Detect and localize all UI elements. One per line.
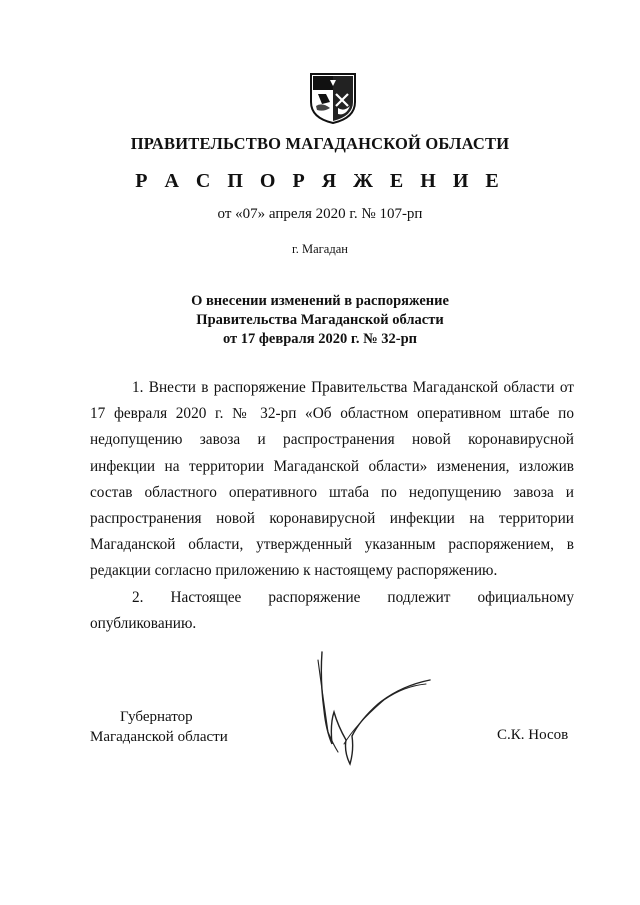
document-body [90,375,574,637]
subject-line: от 17 февраля 2020 г. № 32-рп [222,331,418,347]
document-type-heading: Р А С П О Р Я Ж Е Н И Е [135,170,505,192]
subject-line: О внесении изменений в распоряжение [191,293,449,309]
document-subject [0,292,640,349]
body-paragraph: 2. Настоящее распоряжение подлежит официальному опубликованию. [90,588,574,632]
document-city: г. Магадан [292,242,348,256]
signatory-position [90,707,228,747]
government-title: ПРАВИТЕЛЬСТВО МАГАДАНСКОЙ ОБЛАСТИ [130,134,510,153]
handwritten-signature-icon [300,640,445,775]
magadan-coat-of-arms-icon [308,72,358,124]
signatory-position-line: Губернатор [120,709,193,725]
signatory-position-line: Магаданской области [90,729,228,745]
subject-line: Правительства Магаданской области [196,312,444,328]
signatory-name: С.К. Носов [497,727,569,743]
body-paragraph: 1. Внести в распоряжение Правительства Магаданской области от 17 февраля 2020 г. № 32-рп «Об областном оперативном штабе по недопущению завоза и распространения новой коронавирусной инфекции на территории Магаданской области» изменения, изложив состав областного оперативного штаба по недопущению завоза и распространения новой коронавирусной инфекции на территории Магаданской области, утвержденный указанным распоряжением, в редакции согласно приложению к настоящему распоряжению. [90,379,574,580]
document-date-number: от «07» апреля 2020 г. № 107-рп [217,206,423,222]
